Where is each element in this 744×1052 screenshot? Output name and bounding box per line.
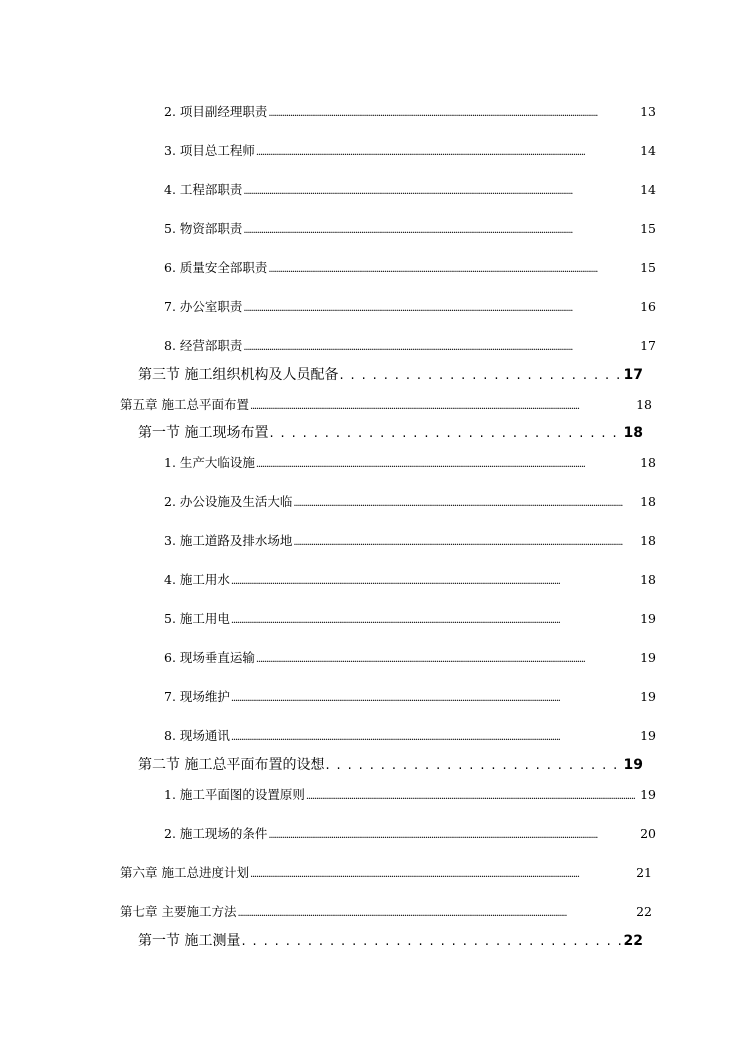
toc-entry-label: 2. 项目副经理职责 bbox=[164, 104, 268, 119]
toc-entry-label: 5. 物资部职责 bbox=[164, 221, 243, 236]
toc-leader-dots bbox=[339, 367, 622, 383]
toc-chapter-entry[interactable] bbox=[120, 902, 652, 920]
toc-leader-dots bbox=[306, 787, 639, 802]
toc-entry-label: 1. 生产大临设施 bbox=[164, 455, 255, 470]
toc-leader-dots bbox=[250, 397, 635, 412]
toc-entry-label: 3. 项目总工程师 bbox=[164, 143, 255, 158]
toc-entry-label: 第一节 施工测量 bbox=[138, 933, 241, 949]
toc-entry[interactable] bbox=[164, 726, 656, 744]
toc-entry-label: 第三节 施工组织机构及人员配备 bbox=[138, 367, 339, 383]
toc-leader-dots bbox=[243, 221, 639, 236]
toc-entry[interactable] bbox=[164, 219, 656, 237]
toc-entry-page: 21 bbox=[636, 865, 652, 880]
toc-entry-label: 3. 施工道路及排水场地 bbox=[164, 533, 293, 548]
toc-section-entry[interactable] bbox=[138, 364, 643, 384]
toc-entry[interactable] bbox=[164, 258, 656, 276]
toc-entry-label: 7. 办公室职责 bbox=[164, 299, 243, 314]
toc-entry-label: 第一节 施工现场布置 bbox=[138, 425, 269, 441]
toc-entry-label: 4. 施工用水 bbox=[164, 572, 230, 587]
toc-chapter-entry[interactable] bbox=[120, 395, 652, 413]
toc-entry-label: 4. 工程部职责 bbox=[164, 182, 243, 197]
toc-entry[interactable] bbox=[164, 453, 656, 471]
toc-leader-dots bbox=[243, 182, 639, 197]
toc-entry[interactable] bbox=[164, 531, 656, 549]
toc-leader-dots bbox=[268, 826, 639, 841]
toc-section-entry[interactable] bbox=[138, 930, 643, 950]
toc-entry-page: 16 bbox=[640, 299, 656, 314]
toc-entry[interactable] bbox=[164, 570, 656, 588]
toc-entry[interactable] bbox=[164, 785, 656, 803]
toc-leader-dots bbox=[256, 650, 639, 665]
toc-entry-page: 22 bbox=[636, 904, 652, 919]
toc-entry-page: 18 bbox=[640, 494, 656, 509]
toc-entry-page: 18 bbox=[640, 533, 656, 548]
toc-entry-label: 8. 现场通讯 bbox=[164, 728, 230, 743]
toc-entry[interactable] bbox=[164, 180, 656, 198]
toc-leader-dots bbox=[243, 338, 639, 353]
toc-section-entry[interactable] bbox=[138, 422, 643, 442]
toc-entry-page: 19 bbox=[640, 650, 656, 665]
toc-entry-page: 19 bbox=[640, 728, 656, 743]
toc-leader-dots bbox=[256, 143, 639, 158]
toc-entry[interactable] bbox=[164, 824, 656, 842]
toc-entry-label: 8. 经营部职责 bbox=[164, 338, 243, 353]
toc-leader-dots bbox=[268, 104, 639, 119]
toc-entry[interactable] bbox=[164, 609, 656, 627]
toc-entry-page: 17 bbox=[640, 338, 656, 353]
toc-entry-page: 19 bbox=[640, 787, 656, 802]
toc-entry-label: 第七章 主要施工方法 bbox=[120, 904, 237, 919]
toc-entry-label: 2. 施工现场的条件 bbox=[164, 826, 268, 841]
toc-entry[interactable] bbox=[164, 648, 656, 666]
toc-leader-dots bbox=[231, 728, 639, 743]
toc-entry[interactable] bbox=[164, 297, 656, 315]
toc-entry-label: 第二节 施工总平面布置的设想 bbox=[138, 757, 325, 773]
toc-leader-dots bbox=[231, 611, 639, 626]
toc-leader-dots bbox=[250, 865, 635, 880]
toc-entry-page: 17 bbox=[623, 367, 643, 383]
toc-entry-label: 2. 办公设施及生活大临 bbox=[164, 494, 293, 509]
toc-entry-page: 19 bbox=[623, 757, 643, 773]
toc-entry[interactable] bbox=[164, 141, 656, 159]
toc-entry-page: 19 bbox=[640, 611, 656, 626]
toc-entry-page: 18 bbox=[623, 425, 643, 441]
toc-leader-dots bbox=[231, 572, 639, 587]
toc-leader-dots bbox=[243, 299, 639, 314]
toc-entry-page: 19 bbox=[640, 689, 656, 704]
toc-entry-page: 15 bbox=[640, 221, 656, 236]
toc-entry-page: 18 bbox=[636, 397, 652, 412]
toc-leader-dots bbox=[293, 533, 639, 548]
toc-entry[interactable] bbox=[164, 102, 656, 120]
toc-leader-dots bbox=[256, 455, 639, 470]
toc-leader-dots bbox=[237, 904, 635, 919]
toc-leader-dots bbox=[325, 757, 622, 773]
toc-leader-dots bbox=[269, 425, 622, 441]
toc-leader-dots bbox=[293, 494, 639, 509]
toc-entry[interactable] bbox=[164, 687, 656, 705]
toc-chapter-entry[interactable] bbox=[120, 863, 652, 881]
toc-entry-label: 5. 施工用电 bbox=[164, 611, 230, 626]
toc-section-entry[interactable] bbox=[138, 754, 643, 774]
toc-entry-label: 6. 质量安全部职责 bbox=[164, 260, 268, 275]
toc-entry-label: 第六章 施工总进度计划 bbox=[120, 865, 249, 880]
toc-entry-page: 22 bbox=[623, 933, 643, 949]
toc-entry-label: 7. 现场维护 bbox=[164, 689, 230, 704]
toc-entry-page: 15 bbox=[640, 260, 656, 275]
toc-entry-page: 18 bbox=[640, 455, 656, 470]
toc-leader-dots bbox=[268, 260, 639, 275]
toc-leader-dots bbox=[231, 689, 639, 704]
toc-entry-page: 20 bbox=[640, 826, 656, 841]
toc-entry-label: 6. 现场垂直运输 bbox=[164, 650, 255, 665]
toc-entry-page: 14 bbox=[640, 143, 656, 158]
toc-entry-page: 18 bbox=[640, 572, 656, 587]
toc-entry[interactable] bbox=[164, 336, 656, 354]
toc-entry[interactable] bbox=[164, 492, 656, 510]
toc-entry-page: 14 bbox=[640, 182, 656, 197]
toc-entry-label: 第五章 施工总平面布置 bbox=[120, 397, 249, 412]
toc-entry-page: 13 bbox=[640, 104, 656, 119]
toc-leader-dots bbox=[241, 933, 622, 949]
toc-entry-label: 1. 施工平面图的设置原则 bbox=[164, 787, 305, 802]
